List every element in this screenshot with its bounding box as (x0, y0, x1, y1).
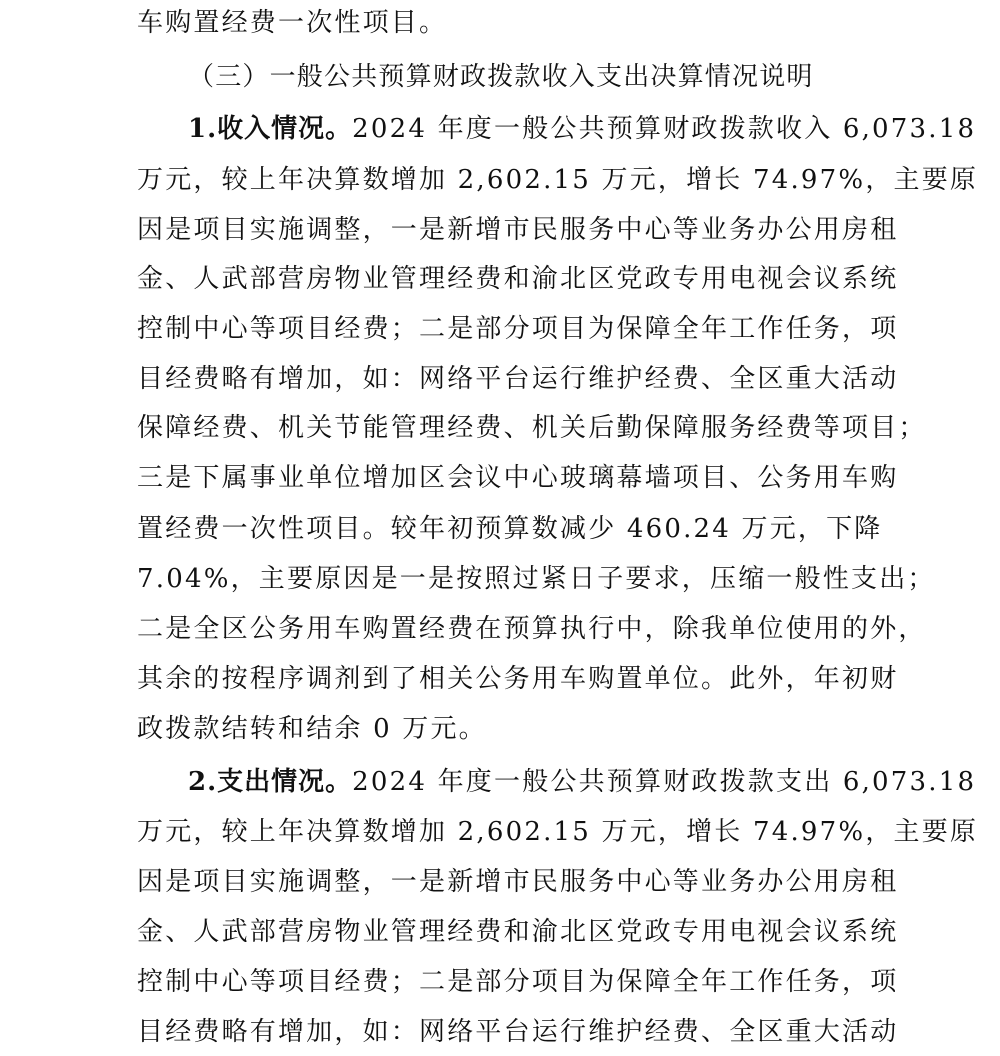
text-line: 目经费略有增加，如：网络平台运行维护经费、全区重大活动 (137, 1017, 899, 1047)
text-line: 万元，较上年决算数增加 2,602.15 万元，增长 74.97%，主要原 (137, 165, 979, 195)
text-run: 2024 年度一般公共预算财政拨款收入 6,073.18 (352, 114, 977, 144)
expense-paragraph-first-line (188, 765, 977, 799)
income-label: 1.收入情况。 (188, 114, 353, 144)
text-line: 置经费一次性项目。较年初预算数减少 460.24 万元，下降 (137, 514, 883, 544)
expense-label: 2.支出情况。 (188, 767, 353, 797)
text-line: 因是项目实施调整，一是新增市民服务中心等业务办公用房租 (137, 867, 899, 897)
text-line: 保障经费、机关节能管理经费、机关后勤保障服务经费等项目； (137, 413, 927, 443)
text-line: 金、人武部营房物业管理经费和渝北区党政专用电视会议系统 (137, 917, 899, 947)
text-line: 因是项目实施调整，一是新增市民服务中心等业务办公用房租 (137, 215, 899, 245)
text-line: 金、人武部营房物业管理经费和渝北区党政专用电视会议系统 (137, 264, 899, 294)
text-line: 控制中心等项目经费；二是部分项目为保障全年工作任务，项 (137, 314, 899, 344)
text-line: 车购置经费一次性项目。 (137, 8, 448, 38)
text-line: 二是全区公务用车购置经费在预算执行中，除我单位使用的外， (137, 614, 927, 644)
text-line: 目经费略有增加，如：网络平台运行维护经费、全区重大活动 (137, 364, 899, 394)
text-line: 三是下属事业单位增加区会议中心玻璃幕墙项目、公务用车购 (137, 463, 899, 493)
text-line: 政拨款结转和结余 0 万元。 (137, 714, 487, 744)
text-line: 万元，较上年决算数增加 2,602.15 万元，增长 74.97%，主要原 (137, 817, 979, 847)
section-heading: （三）一般公共预算财政拨款收入支出决算情况说明 (188, 62, 814, 92)
text-run: 2024 年度一般公共预算财政拨款支出 6,073.18 (352, 767, 977, 797)
income-paragraph-first-line (188, 112, 977, 146)
text-line: 其余的按程序调剂到了相关公务用车购置单位。此外，年初财 (137, 664, 899, 694)
text-line: 7.04%，主要原因是一是按照过紧日子要求，压缩一般性支出； (137, 564, 936, 594)
text-line: 控制中心等项目经费；二是部分项目为保障全年工作任务，项 (137, 967, 899, 997)
